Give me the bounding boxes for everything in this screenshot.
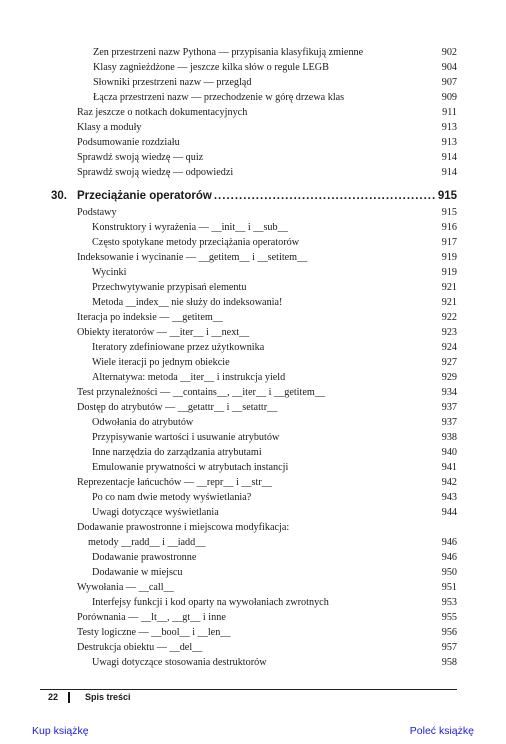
- toc-entry: [93, 91, 457, 105]
- toc-entry-page: 943: [441, 492, 457, 503]
- toc-entry-title: Przypisywanie wartości i usuwanie atrybutów: [92, 432, 280, 443]
- chapter-title: Przeciążanie operatorów: [77, 190, 212, 202]
- toc-entry-title: Iteratory zdefiniowane przez użytkownika: [92, 342, 265, 353]
- toc-entry-title: Wywołania — __call__: [77, 582, 174, 593]
- toc-entry: [92, 296, 457, 310]
- toc-entry: [92, 266, 457, 280]
- toc-entry: [92, 506, 457, 520]
- recommend-book-link[interactable]: Poleć książkę: [409, 725, 474, 737]
- toc-entry: [92, 371, 457, 385]
- toc-entry-title: Sprawdź swoją wiedzę — odpowiedzi: [77, 167, 234, 178]
- toc-entry: [92, 416, 457, 430]
- toc-entry-title: Zen przestrzeni nazw Pythona — przypisania klasyfikują zmienne: [93, 47, 364, 58]
- toc-entry: [77, 311, 457, 325]
- toc-entry-page: 946: [441, 537, 457, 548]
- toc-entry-title: Wiele iteracji po jednym obiekcie: [92, 357, 230, 368]
- footer-page-number: 22: [48, 692, 59, 702]
- toc-entry-page: 913: [441, 137, 457, 148]
- toc-entry: [92, 236, 457, 250]
- toc-entry: [92, 491, 457, 505]
- chapter-number: 30.: [51, 190, 67, 202]
- toc-entry-title: Podsumowanie rozdziału: [77, 137, 180, 148]
- toc-entry: [77, 386, 457, 400]
- toc-entry-page: 937: [441, 417, 457, 428]
- toc-entry-title: Iteracja po indeksie — __getitem__: [77, 312, 223, 323]
- toc-entry-page: 941: [441, 462, 457, 473]
- toc-entry-title: metody __radd__ i __iadd__: [88, 537, 206, 548]
- toc-entry: [93, 76, 457, 90]
- toc-entry-title: Testy logiczne — __bool__ i __len__: [77, 627, 231, 638]
- toc-entry-page: 938: [441, 432, 457, 443]
- toc-entry: [77, 641, 457, 655]
- toc-entry-page: 957: [441, 642, 457, 653]
- toc-entry: [77, 326, 457, 340]
- toc-entry: [77, 106, 457, 120]
- toc-entry: [77, 251, 457, 265]
- toc-entry-title: Uwagi dotyczące wyświetlania: [92, 507, 219, 518]
- toc-entry: [77, 521, 457, 535]
- toc-entry-title: Raz jeszcze o notkach dokumentacyjnych: [77, 107, 248, 118]
- toc-entry: [77, 611, 457, 625]
- toc-entry-title: Dodawanie prawostronne: [92, 552, 197, 563]
- toc-entry: [92, 281, 457, 295]
- toc-entry-page: 921: [441, 282, 457, 293]
- toc-entry-title: Podstawy: [77, 207, 117, 218]
- toc-entry-page: 911: [442, 107, 457, 118]
- toc-entry: [77, 136, 457, 150]
- toc-entry-title: Dodawanie prawostronne i miejscowa modyfikacja:: [77, 522, 290, 533]
- toc-entry: [92, 566, 457, 580]
- toc-entry: [92, 596, 457, 610]
- toc-entry-page: 916: [441, 222, 457, 233]
- toc-entry-page: 914: [441, 152, 457, 163]
- toc-entry-page: 927: [441, 357, 457, 368]
- toc-entry-title: Destrukcja obiektu — __del__: [77, 642, 203, 653]
- toc-entry-page: 940: [441, 447, 457, 458]
- footer-section-label: Spis treści: [85, 692, 131, 702]
- footer-separator: [68, 692, 70, 703]
- toc-entry: [77, 151, 457, 165]
- toc-entry: [92, 656, 457, 670]
- toc-entry-page: 902: [441, 47, 457, 58]
- toc-entry-title: Test przynależności — __contains__, __iter__ i __getitem__: [77, 387, 325, 398]
- toc-entry-title: Klasy zagnieżdżone — jeszcze kilka słów o regule LEGB: [93, 62, 329, 73]
- toc-entry: [77, 206, 457, 220]
- toc-entry-title: Interfejsy funkcji i kod oparty na wywołaniach zwrotnych: [92, 597, 329, 608]
- toc-entry-page: 950: [441, 567, 457, 578]
- toc-entry-page: 958: [441, 657, 457, 668]
- toc-entry-title: Sprawdź swoją wiedzę — quiz: [77, 152, 204, 163]
- toc-entry-title: Inne narzędzia do zarządzania atrybutami: [92, 447, 262, 458]
- toc-entry: [77, 121, 457, 135]
- toc-entry-page: 914: [441, 167, 457, 178]
- toc-entry-page: 913: [441, 122, 457, 133]
- toc-entry: [77, 581, 457, 595]
- dot-leader: [214, 188, 436, 204]
- toc-entry-title: Indeksowanie i wycinanie — __getitem__ i __setitem__: [77, 252, 308, 263]
- toc-entry-title: Alternatywa: metoda __iter__ i instrukcja yield: [92, 372, 286, 383]
- toc-entry: [77, 401, 457, 415]
- toc-entry-page: 915: [441, 207, 457, 218]
- toc-entry: [88, 536, 457, 550]
- toc-entry-page: 919: [441, 267, 457, 278]
- toc-entry-title: Po co nam dwie metody wyświetlania?: [92, 492, 252, 503]
- buy-book-link[interactable]: Kup książkę: [32, 725, 89, 737]
- toc-entry-title: Konstruktory i wyrażenia — __init__ i __sub__: [92, 222, 288, 233]
- toc-entry-title: Dodawanie w miejscu: [92, 567, 183, 578]
- toc-entry-page: 944: [441, 507, 457, 518]
- toc-entry-title: Często spotykane metody przeciążania operatorów: [92, 237, 300, 248]
- toc-entry: [77, 476, 457, 490]
- toc-entry: [92, 356, 457, 370]
- toc-entry: [93, 61, 457, 75]
- toc-entry-page: 923: [441, 327, 457, 338]
- toc-entry-page: 909: [441, 92, 457, 103]
- toc-entry-page: 929: [441, 372, 457, 383]
- toc-entry-page: 907: [441, 77, 457, 88]
- toc-entry-title: Przechwytywanie przypisań elementu: [92, 282, 247, 293]
- toc-entry-page: 955: [441, 612, 457, 623]
- toc-entry: [92, 431, 457, 445]
- toc-entry-page: 904: [441, 62, 457, 73]
- chapter-heading: [51, 188, 457, 204]
- toc-entry-title: Metoda __index__ nie służy do indeksowania!: [92, 297, 283, 308]
- toc-entry-title: Łącza przestrzeni nazw — przechodzenie w górę drzewa klas: [93, 92, 345, 103]
- chapter-page: 915: [437, 190, 457, 202]
- toc-entry-title: Emulowanie prywatności w atrybutach instancji: [92, 462, 289, 473]
- toc-entry: [92, 341, 457, 355]
- toc-entry: [92, 551, 457, 565]
- toc-entry-title: Porównania — __lt__, __gt__ i inne: [77, 612, 226, 623]
- toc-entry: [77, 166, 457, 180]
- toc-entry-title: Odwołania do atrybutów: [92, 417, 194, 428]
- toc-entry-page: 919: [441, 252, 457, 263]
- toc-entry-page: 946: [441, 552, 457, 563]
- toc-entry: [77, 626, 457, 640]
- toc-entry-title: Obiekty iteratorów — __iter__ i __next__: [77, 327, 250, 338]
- toc-entry-title: Dostęp do atrybutów — __getattr__ i __setattr__: [77, 402, 278, 413]
- toc-entry-page: 924: [441, 342, 457, 353]
- toc-entry-page: 922: [441, 312, 457, 323]
- toc-entry-title: Słowniki przestrzeni nazw — przegląd: [93, 77, 252, 88]
- toc-entry-page: 917: [441, 237, 457, 248]
- toc-entry-page: 953: [441, 597, 457, 608]
- toc-entry-title: Klasy a moduły: [77, 122, 142, 133]
- toc-entry: [92, 461, 457, 475]
- toc-entry-title: Reprezentacje łańcuchów — __repr__ i __str__: [77, 477, 272, 488]
- toc-entry-page: 937: [441, 402, 457, 413]
- toc-entry-page: 956: [441, 627, 457, 638]
- toc-entry: [93, 46, 457, 60]
- footer-rule: [40, 689, 457, 690]
- toc-entry-page: 934: [441, 387, 457, 398]
- toc-entry-title: Uwagi dotyczące stosowania destruktorów: [92, 657, 267, 668]
- toc-entry: [92, 221, 457, 235]
- toc-entry-page: 921: [441, 297, 457, 308]
- toc-entry-page: 951: [441, 582, 457, 593]
- toc-entry: [92, 446, 457, 460]
- toc-entry-title: Wycinki: [92, 267, 127, 278]
- toc-entry-page: 942: [441, 477, 457, 488]
